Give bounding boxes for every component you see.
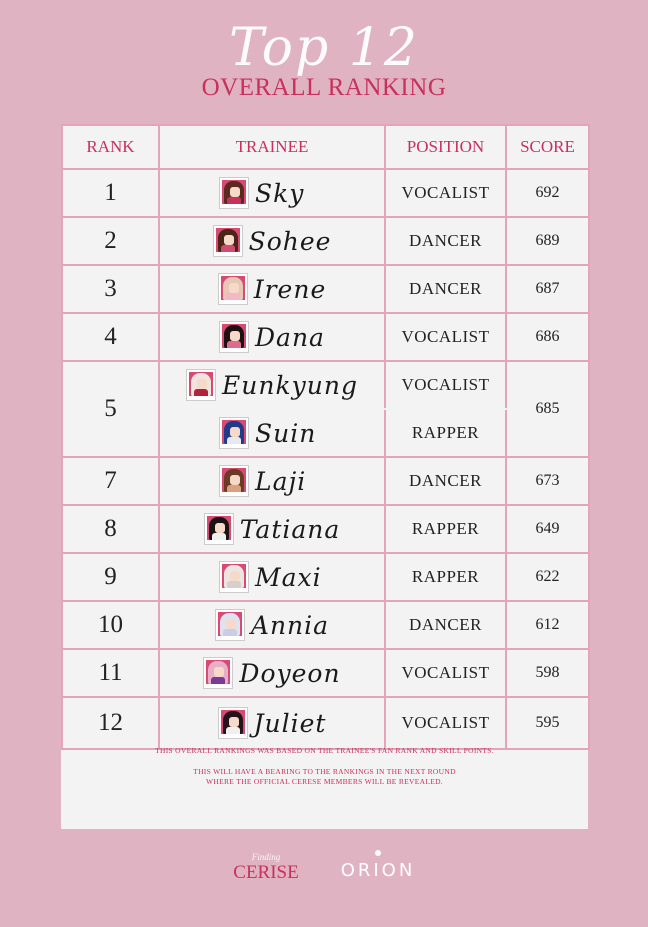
score-cell: 692 [506, 169, 589, 217]
table-row [62, 697, 589, 749]
position-cell: RAPPER [385, 553, 506, 601]
trainee [160, 602, 384, 648]
orion-logo-dot [375, 850, 381, 856]
table-row [62, 553, 589, 601]
rank-cell: 7 [62, 457, 159, 505]
trainee-cell [159, 697, 385, 749]
table-row [62, 649, 589, 697]
position-cell: VOCALIST [385, 697, 506, 749]
position-cell: VOCALIST [385, 361, 506, 409]
trainee-avatar [215, 609, 245, 641]
rank-cell: 1 [62, 169, 159, 217]
score-cell: 687 [506, 265, 589, 313]
position-cell: DANCER [385, 457, 506, 505]
trainee-name: Sky [255, 178, 305, 208]
trainee [160, 506, 384, 552]
page-script-title: Top 12 [229, 18, 419, 78]
trainee-avatar [219, 561, 249, 593]
trainee-name: Juliet [253, 708, 327, 738]
trainee-cell [159, 553, 385, 601]
trainee-cell [159, 361, 385, 409]
position-cell: VOCALIST [385, 649, 506, 697]
trainee [160, 314, 384, 360]
cerise-logo-text: CERISE [233, 862, 299, 883]
trainee-avatar [219, 177, 249, 209]
trainee [160, 218, 384, 264]
rank-cell: 12 [62, 697, 159, 749]
trainee-cell [159, 409, 385, 457]
ranking-table [61, 124, 590, 750]
rank-cell: 9 [62, 553, 159, 601]
ranking-table-card [61, 124, 588, 829]
cerise-logo-tagline: Finding [251, 852, 281, 862]
rank-cell: 3 [62, 265, 159, 313]
column-header-rank: RANK [62, 125, 159, 169]
table-row [62, 505, 589, 553]
trainee-name: Tatiana [239, 514, 341, 544]
page-title: OVERALL RANKING [201, 74, 447, 101]
trainee-name: Dana [255, 322, 325, 352]
note-line-2: THIS WILL HAVE A BEARING TO THE RANKINGS IN THE NEXT ROUND [193, 766, 456, 776]
trainee-name: Suin [255, 418, 317, 448]
trainee-avatar [218, 273, 248, 305]
trainee-avatar [186, 369, 216, 401]
table-row [62, 217, 589, 265]
trainee-avatar [219, 417, 249, 449]
position-cell: DANCER [385, 265, 506, 313]
cerise-logo [224, 852, 308, 884]
trainee-avatar [219, 465, 249, 497]
table-row [62, 313, 589, 361]
score-cell: 673 [506, 457, 589, 505]
score-cell: 598 [506, 649, 589, 697]
trainee-name: Sohee [248, 226, 332, 256]
table-row [62, 361, 589, 409]
trainee-avatar [204, 513, 234, 545]
table-header-row [62, 125, 589, 169]
trainee-cell [159, 457, 385, 505]
trainee-name: Irene [253, 274, 327, 304]
position-cell: VOCALIST [385, 169, 506, 217]
table-row [62, 169, 589, 217]
score-cell: 649 [506, 505, 589, 553]
rank-cell: 8 [62, 505, 159, 553]
trainee-name: Eunkyung [222, 370, 358, 400]
orion-logo [336, 850, 420, 881]
trainee-avatar [219, 321, 249, 353]
trainee [160, 170, 384, 216]
column-header-position: POSITION [385, 125, 506, 169]
table-row [62, 601, 589, 649]
trainee-cell [159, 601, 385, 649]
score-cell: 689 [506, 217, 589, 265]
note-line-3: WHERE THE OFFICIAL CERESE MEMBERS WILL BE REVEALED. [206, 777, 443, 786]
rank-cell: 2 [62, 217, 159, 265]
rank-cell: 10 [62, 601, 159, 649]
trainee [160, 650, 384, 696]
trainee-name: Doyeon [239, 658, 341, 688]
header [0, 0, 648, 120]
position-cell: RAPPER [385, 505, 506, 553]
trainee [160, 700, 384, 746]
position-cell: DANCER [385, 601, 506, 649]
score-cell: 622 [506, 553, 589, 601]
trainee-cell [159, 505, 385, 553]
position-cell: VOCALIST [385, 313, 506, 361]
score-cell: 595 [506, 697, 589, 749]
table-row [62, 265, 589, 313]
trainee-cell [159, 169, 385, 217]
trainee [160, 410, 384, 456]
trainee-cell [159, 313, 385, 361]
position-cell: RAPPER [385, 409, 506, 457]
trainee [160, 554, 384, 600]
trainee-cell [159, 649, 385, 697]
trainee-name: Laji [255, 466, 307, 496]
trainee [160, 362, 384, 408]
table-row [62, 457, 589, 505]
rank-cell: 5 [62, 361, 159, 457]
score-cell: 686 [506, 313, 589, 361]
trainee-avatar [213, 225, 243, 257]
column-header-score: SCORE [506, 125, 589, 169]
trainee-name: Annia [250, 610, 330, 640]
orion-logo-text: ORION [340, 860, 416, 881]
trainee-avatar [203, 657, 233, 689]
trainee [160, 458, 384, 504]
score-cell: 612 [506, 601, 589, 649]
rank-cell: 11 [62, 649, 159, 697]
position-cell: DANCER [385, 217, 506, 265]
trainee [160, 266, 384, 312]
trainee-avatar [218, 707, 248, 739]
trainee-cell [159, 265, 385, 313]
rank-cell: 4 [62, 313, 159, 361]
trainee-name: Maxi [255, 562, 322, 592]
column-header-trainee: TRAINEE [159, 125, 385, 169]
trainee-cell [159, 217, 385, 265]
note-line-1: THIS OVERALL RANKINGS WAS BASED ON THE TRAINEE'S FAN RANK AND SKILL POINTS. [155, 746, 494, 755]
ranking-notes [61, 746, 588, 788]
score-cell: 685 [506, 361, 589, 457]
